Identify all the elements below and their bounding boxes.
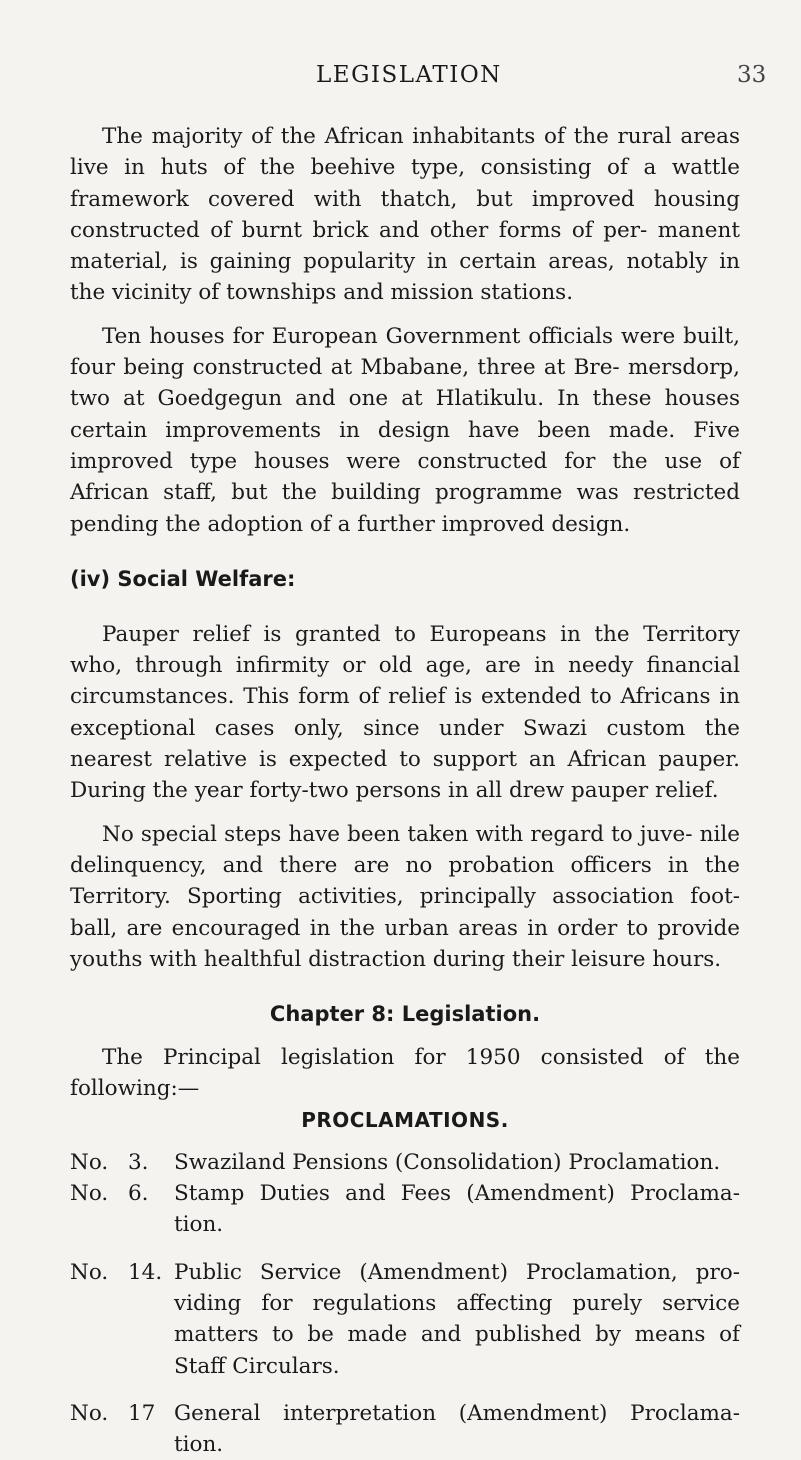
list-spacer bbox=[70, 1382, 740, 1398]
paragraph-welfare-1: Pauper relief is granted to Europeans in the Territory who, through infirmity or old age, are in needy financial circumstances. This form of relief is extended to Africans in exceptional cases only, since under Swazi custom the nearest relative is expected to support an African pauper. During the year forty-two persons in all drew pauper relief. bbox=[70, 621, 740, 804]
running-header bbox=[0, 62, 801, 102]
proclamation-number: 6. bbox=[128, 1181, 149, 1207]
section-heading-social-welfare: (iv) Social Welfare: bbox=[70, 566, 296, 591]
proclamation-label: No. bbox=[70, 1400, 109, 1426]
proclamation-title: Public Service (Amendment) Proclamation, pro- viding for regulations affecting purely service matters to be made and published by means of Staff Circulars. bbox=[174, 1259, 740, 1379]
list-item bbox=[70, 1398, 740, 1460]
proclamation-title: General interpretation (Amendment) Proclama- tion. bbox=[174, 1400, 740, 1458]
proclamation-title: Swaziland Pensions (Consolidation) Proclamation. bbox=[174, 1149, 721, 1175]
proclamation-number: 3. bbox=[128, 1149, 149, 1175]
list-spacer bbox=[70, 1241, 740, 1257]
proclamation-number: 14. bbox=[128, 1259, 163, 1285]
proclamation-label: No. bbox=[70, 1149, 109, 1175]
proclamation-title: Stamp Duties and Fees (Amendment) Proclama- tion. bbox=[174, 1181, 740, 1238]
running-title: LEGISLATION bbox=[316, 62, 502, 88]
list-item bbox=[70, 1257, 740, 1382]
paragraph-housing-1: The majority of the African inhabitants of the rural areas live in huts of the beehive type, consisting of a wattle framework covered with thatch, but improved housing constructed of burnt brick and other forms of per- manent material, is gaining popularity in certain areas, notably in the vicinity of townships and mission stations. bbox=[70, 124, 740, 306]
chapter-heading: Chapter 8: Legislation. bbox=[269, 1002, 541, 1027]
legislation-intro: The Principal legislation for 1950 consisted of the following:— bbox=[70, 1045, 740, 1102]
proclamations-list bbox=[70, 1147, 740, 1460]
paragraph-welfare-2: No special steps have been taken with regard to juve- nile delinquency, and there are no probation officers in the Territory. Sporting activities, principally association foot- ball, are encouraged in the urban areas in order to provide youths with healthful distraction during their leisure hours. bbox=[70, 821, 740, 972]
proclamations-heading: PROCLAMATIONS. bbox=[301, 1107, 509, 1132]
page-number: 33 bbox=[737, 62, 767, 88]
list-item bbox=[70, 1147, 740, 1178]
body-text bbox=[70, 121, 740, 1460]
proclamation-label: No. bbox=[70, 1181, 109, 1207]
proclamation-label: No. bbox=[70, 1259, 109, 1285]
list-item bbox=[70, 1178, 740, 1241]
proclamation-number: 17 bbox=[128, 1400, 156, 1426]
paragraph-housing-2: Ten houses for European Government officials were built, four being constructed at Mbabane, three at Bre- mersdorp, two at Goedgegun and one at Hlatikulu. In these houses certain improvements in design have been made. Five improved type houses were constructed for the use of African staff, but the building programme was restricted pending the adoption of a further improved design. bbox=[70, 323, 740, 537]
